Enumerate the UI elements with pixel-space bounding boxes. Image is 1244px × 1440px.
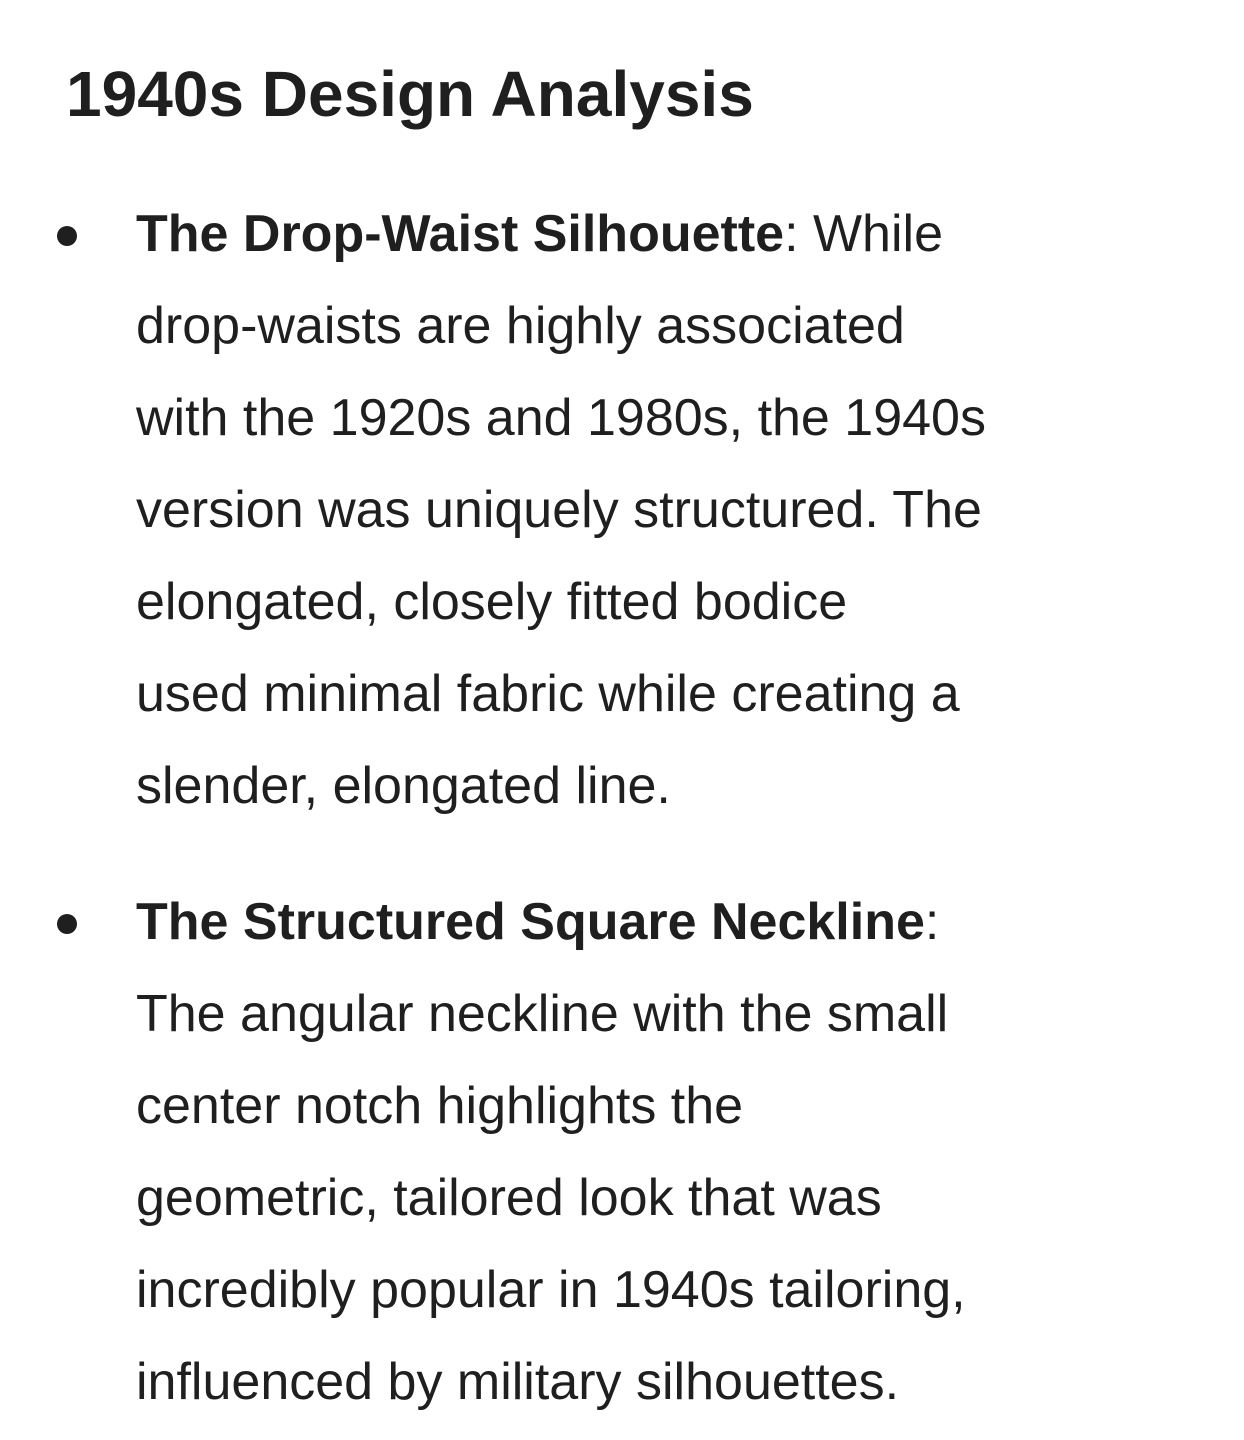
list-item-square-neckline (136, 876, 1216, 1428)
term-separator: : (784, 205, 799, 263)
text-line: slender, elongated line. (136, 757, 671, 815)
text-line: with the 1920s and 1980s, the 1940s (136, 389, 986, 447)
text-line: The angular neckline with the small (136, 985, 949, 1043)
term-separator: : (924, 893, 940, 951)
text-line: used minimal fabric while creating a (136, 665, 960, 723)
bullet-icon (57, 914, 77, 934)
text-line (136, 876, 1216, 968)
document-title: 1940s Design Analysis (66, 58, 754, 130)
text-line: influenced by military silhouettes. (136, 1353, 900, 1411)
text-line: incredibly popular in 1940s tailoring, (136, 1261, 966, 1319)
list-item-drop-waist (136, 188, 1216, 832)
item-term: The Structured Square Neckline (136, 893, 925, 951)
item-text: While (798, 205, 944, 263)
text-line: center notch highlights the (136, 1077, 744, 1135)
text-line (136, 188, 1216, 280)
text-line: version was uniquely structured. The (136, 481, 982, 539)
bullet-icon (57, 226, 77, 246)
item-term: The Drop-Waist Silhouette (136, 205, 785, 263)
text-line: elongated, closely fitted bodice (136, 573, 848, 631)
text-line: drop-waists are highly associated (136, 297, 905, 355)
text-line: geometric, tailored look that was (136, 1169, 882, 1227)
